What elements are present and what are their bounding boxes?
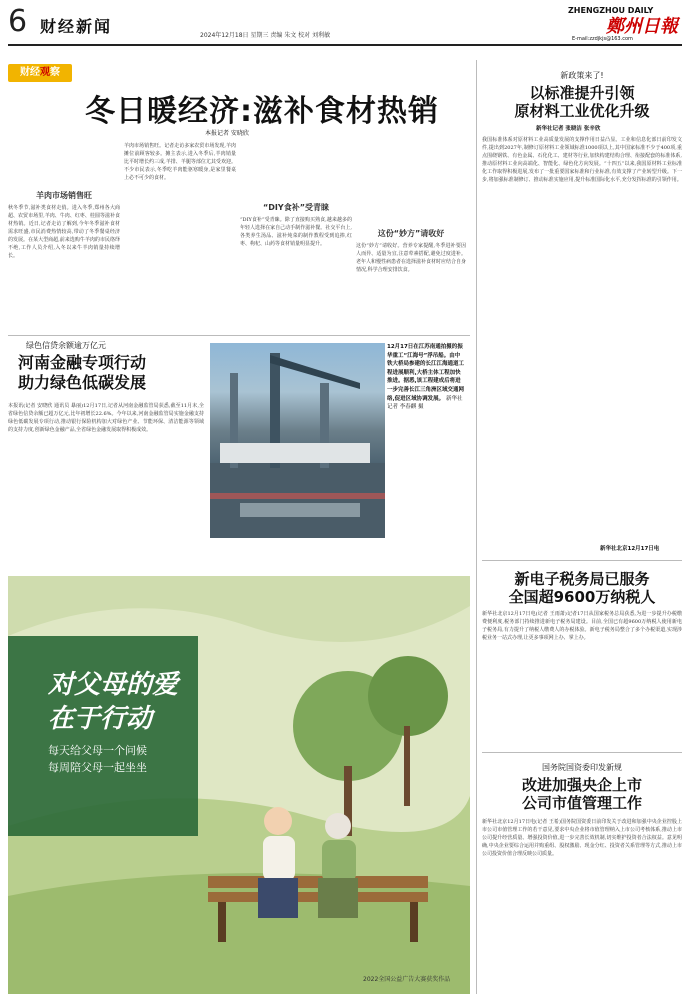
right-mid-headline-line-1: 新电子税务局已服务 (514, 570, 650, 588)
feature-column-1 (8, 142, 120, 330)
finance-headline-line-2: 助力绿色低碳发展 (18, 373, 147, 392)
feature-subhead-3: 这份“妙方”请收好 (377, 229, 445, 238)
finance-headline-line-1: 河南金融专项行动 (18, 353, 147, 372)
issue-meta: 2024年12月18日 星期三 责编 朱文 校对 刘利敏 (200, 32, 331, 39)
ad-credit: 2022全国公益广告大赛获奖作品 (363, 976, 451, 983)
finance-body: 本报讯(记者 安晓欣 通讯员 暴丽)12月17日,记者从河南金融监管局获悉,截至11月末,全省绿色信贷余额已超万亿元,比年初增长22.6%。今年以来,河南金融监管局实施金融支持绿色低碳发展专项行动,推动银行保险机构加大对绿色产业、节能环保、清洁能源等领域的支持力度,创新绿色金融产品,全省绿色金融发展取得积极成效。 (8, 403, 204, 433)
right-top-body (482, 136, 682, 536)
feature-body-3: “DIY食补”受青睐。除了直接购买熟食,越来越多的年轻人选择在家自己动手制作滋补餐。社交平台上,各类养生汤品、滋补炖菜的制作教程受到追捧,红枣、枸杞、山药等食材销量明显提升。 (240, 217, 352, 247)
feature-body-2: 羊肉市场销售旺。记者走访多家农贸市场发现,羊肉摊位前顾客较多。摊主表示,进入冬季后,羊肉销量比平时增长约三成,羊排、羊腿等部位尤其受欢迎。不少市民表示,冬季吃羊肉能驱寒暖身,是家里餐桌上必不可少的食材。 (124, 143, 236, 181)
finance-kicker: 绿色信贷余额逾万亿元 (26, 341, 106, 350)
feature-headline: 冬日暖经济:滋补食材热销 (85, 94, 439, 129)
badge-mid: 观 (40, 67, 50, 78)
paper-email: E-mail:zzdjkjs@163.com (572, 36, 633, 42)
right-bottom-headline-line-1: 改进加强央企上市 (521, 776, 642, 794)
ad-illustration (8, 576, 470, 994)
right-top-byline: 新华社记者 张晓洁 张辛欣 (536, 126, 601, 132)
section-name: 财经新闻 (40, 17, 113, 36)
right-top-dateline: 新华社北京12月17日电 (600, 546, 660, 552)
page-number: 6 (8, 4, 28, 39)
feature-divider (8, 335, 470, 336)
feature-column-4 (356, 142, 466, 330)
photo-caption (387, 343, 465, 538)
photo-credit: 新华社记者 李春麒 摄 (387, 395, 463, 411)
feature-subhead-2: “DIY食补”受青睐 (263, 203, 329, 212)
feature-body-1: 秋冬季节,滋补类食材走俏。进入冬季,郑州各大商超、农贸市场里,羊肉、牛肉、红枣、桂圆等滋补食材热销。近日,记者走访了解到,今年冬季滋补食材需求旺盛,市民消费热情较高,带动了冬季餐桌经济的发展。在某大型商超,前来选购牛羊肉的市民络绎不绝,工作人员介绍,入冬以来牛羊肉销量持续增长。 (8, 205, 120, 259)
right-divider-1 (482, 560, 682, 561)
right-bottom-headline (482, 776, 682, 812)
column-divider (476, 60, 477, 994)
paper-name-english: ZHENGZHOU DAILY (568, 6, 654, 15)
ad-subtext-line-1: 每天给父母一个问候 (48, 744, 147, 757)
right-top-kicker: 新政策来了! (560, 71, 604, 80)
right-divider-2 (482, 752, 682, 753)
badge-right: 察 (50, 67, 60, 78)
ad-slogan-line-1: 对父母的爱 (48, 670, 179, 700)
feature-subhead-1: 羊肉市场销售旺 (36, 191, 92, 200)
ad-subtext-line-2: 每周陪父母一起坐坐 (48, 761, 147, 774)
photo-caption-text: 12月17日在江苏南通拍摄的振华重工“江海号”浮吊船。由中铁大桥局参建的长江江海通道工程进展顺利,大桥主体工程加快推进。据悉,该工程建成后将进一步完善长江三角洲区域交通网络,促进区域协调发展。 (387, 344, 465, 402)
feature-column-2 (124, 142, 236, 330)
badge-left: 财经 (20, 67, 40, 78)
right-bottom-headline-line-2: 公司市值管理工作 (521, 794, 642, 812)
ad-slogan-line-2: 在于行动 (48, 704, 153, 734)
right-top-headline-line-1: 以标准提升引领 (529, 84, 635, 102)
right-bottom-kicker: 国务院国资委印发新规 (542, 763, 622, 772)
right-mid-body: 新华社北京12月17日电(记者 王雨萧)记者17日从国家税务总局获悉,为进一步提升办税缴费便利度,税务部门持续推进新电子税务局建设。目前,全国已有超9600万纳税人使用新电子税务局,有力提升了纳税人缴费人的办税体验。新电子税务局整合了多个办税渠道,实现涉税业务一站式办理,让更多事项网上办、掌上办。 (482, 611, 682, 641)
page-header (0, 0, 690, 50)
news-photo-bridge-construction (210, 343, 385, 538)
crane-ship-illustration (210, 343, 385, 538)
right-bottom-body: 新华社北京12月17日电(记者 王希)国务院国资委日前印发关于改进和加强中央企业控股上市公司市值管理工作的若干意见,要求中央企业将市值管理纳入上市公司考核体系,推动上市公司提升经营质量、增强投资价值,进一步完善长效机制,切实维护投资者合法权益。意见明确,中央企业要综合运用并购重组、股权激励、现金分红、投资者关系管理等方式,推动上市公司投资价值合理反映公司质量。 (482, 819, 682, 857)
public-service-ad (8, 576, 470, 994)
paper-logo: 鄭州日報 (606, 16, 678, 37)
feature-column-3 (240, 142, 352, 330)
ad-subtext (48, 742, 147, 776)
right-mid-headline-line-2: 全国超9600万纳税人 (508, 588, 656, 606)
finance-headline (18, 353, 178, 393)
right-top-body-text: 我国标准体系对原材料工业高质量发展的支撑作用日益凸显。工业和信息化部日前印发文件,提出到2027年,制修订原材料工业领域标准1000项以上,其中国家标准不少于400项,重点围绕钢铁、有色金属、石化化工、建材等行业,加快构建结构合理、衔接配套的标准体系,推动原材料工业向高端化、智能化、绿色化方向发展。“十四五”以来,我国原材料工业标准化工作取得积极进展,发布了一批重要国家标准和行业标准,有效支撑了产业转型升级。下一步,将加强标准制修订、推动标准实施应用,提升标准国际化水平,充分发挥标准的引领作用。 (482, 137, 682, 183)
header-rule (8, 44, 682, 46)
right-mid-headline (482, 570, 682, 606)
column-badge (8, 64, 72, 82)
feature-body-4: 这份“妙方”请收好。营养专家提醒,冬季进补要因人而异、适量为宜,注意荤素搭配,避免过度进补。老年人和慢性病患者在选择滋补食材时应结合自身情况,科学合理安排饮食。 (356, 243, 466, 273)
ad-slogan (48, 668, 178, 736)
feature-byline: 本报记者 安晓欣 (205, 130, 249, 137)
right-top-headline (482, 84, 682, 120)
right-top-headline-line-2: 原材料工业优化升级 (514, 102, 650, 120)
